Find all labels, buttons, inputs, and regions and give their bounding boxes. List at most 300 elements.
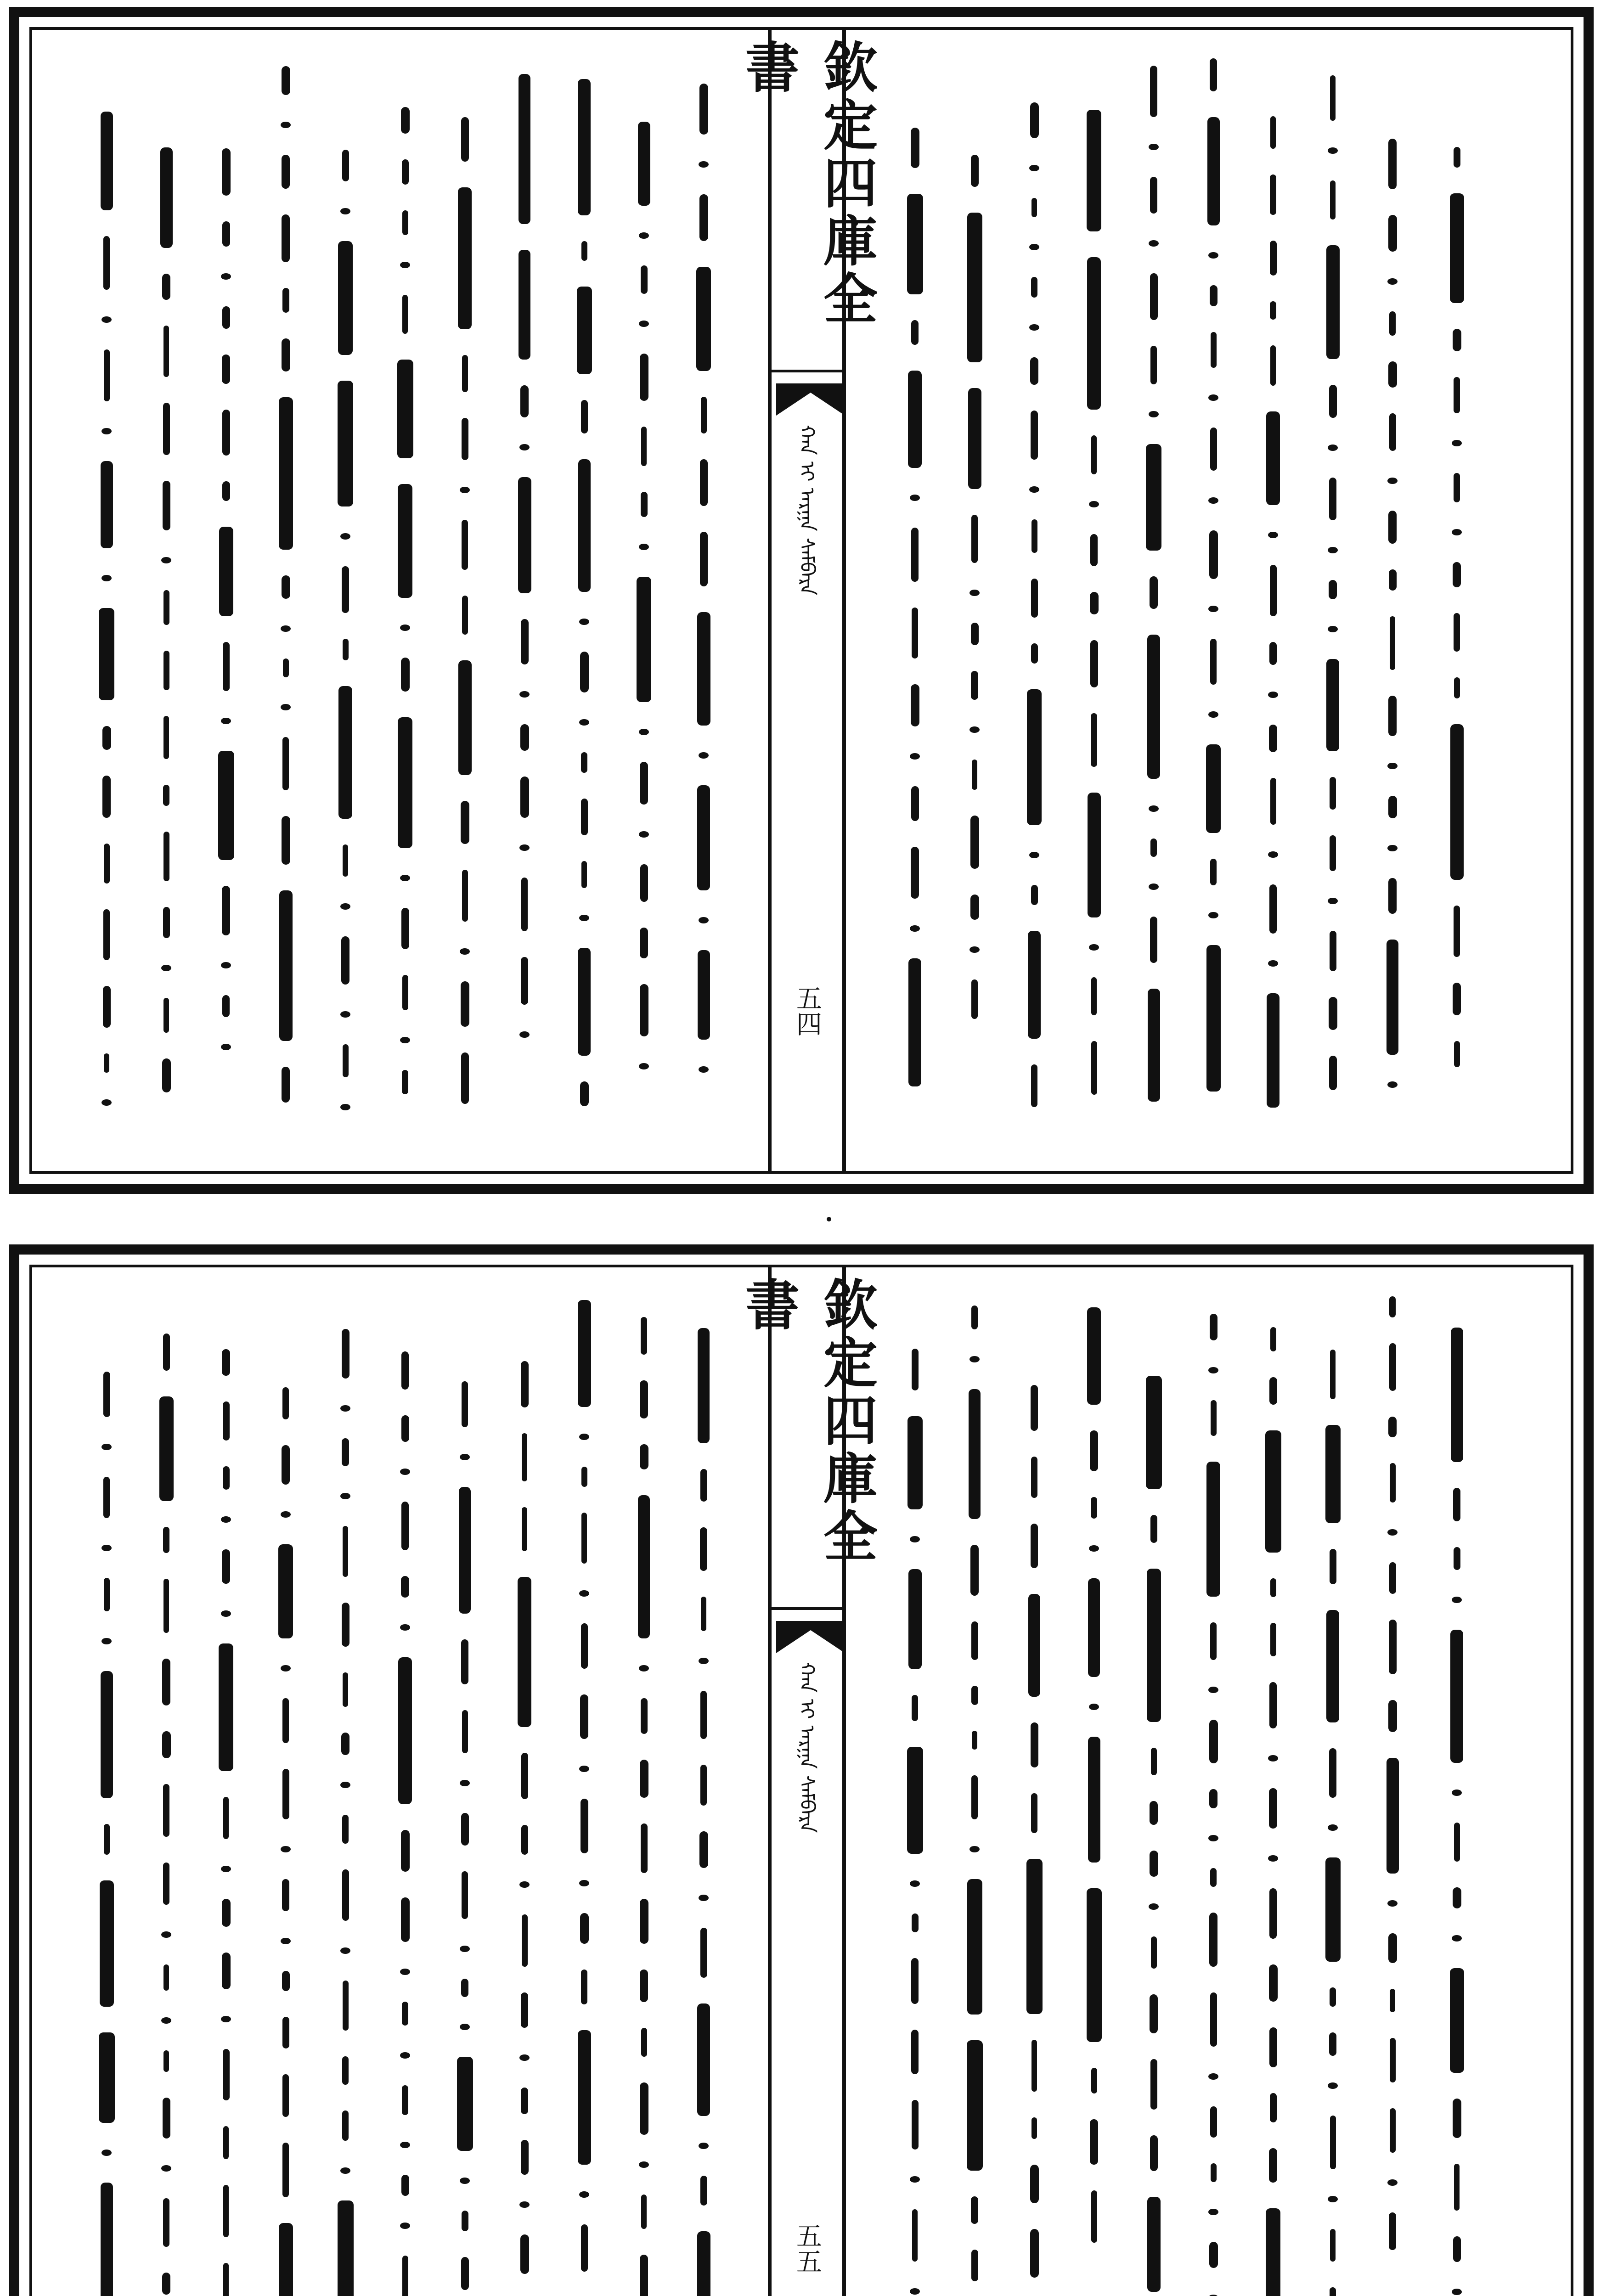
manchu-word-glyph <box>163 1863 169 1905</box>
manchu-word-glyph <box>641 2028 647 2057</box>
manchu-word-glyph <box>1091 1041 1097 1095</box>
punctuation-mark <box>400 262 410 268</box>
manchu-word-glyph <box>1269 884 1277 934</box>
manchu-text-column <box>1135 53 1172 1114</box>
manchu-word-glyph <box>521 1753 528 1799</box>
punctuation-mark <box>1452 529 1462 535</box>
manchu-word-glyph <box>1150 917 1157 963</box>
manchu-word-glyph <box>1454 473 1460 502</box>
punctuation-mark <box>1149 411 1159 417</box>
manchu-word-glyph <box>1270 565 1277 616</box>
manchu-text-column <box>1374 126 1411 1102</box>
manchu-word-glyph <box>1028 931 1041 1039</box>
manchu-text-column <box>1195 1301 1232 2296</box>
manchu-word-glyph <box>1269 1682 1277 1728</box>
manchu-text-column <box>1016 90 1053 1120</box>
punctuation-mark <box>699 161 709 168</box>
manchu-word-glyph <box>1028 1594 1040 1697</box>
manchu-word-glyph <box>1150 66 1157 117</box>
manchu-word-glyph <box>398 1657 412 1804</box>
manchu-word-glyph <box>1209 1720 1218 1763</box>
manchu-word-glyph <box>1330 75 1336 121</box>
punctuation-mark <box>400 1469 410 1475</box>
manchu-word-glyph <box>1031 1064 1037 1107</box>
punctuation-mark <box>281 625 291 632</box>
manchu-word-glyph <box>163 481 170 530</box>
manchu-word-glyph <box>282 816 290 865</box>
manchu-word-glyph <box>163 1527 169 1553</box>
manchu-word-glyph <box>102 776 111 818</box>
manchu-word-glyph <box>342 2056 349 2085</box>
punctuation-mark <box>699 917 709 923</box>
punctuation-mark <box>1208 1835 1218 1841</box>
punctuation-mark <box>579 2191 589 2198</box>
punctuation-mark <box>1328 626 1338 632</box>
manchu-word-glyph <box>1266 411 1280 505</box>
manchu-word-glyph <box>580 652 589 692</box>
center-margin-strip <box>736 1267 878 2296</box>
punctuation-mark <box>221 1044 231 1050</box>
manchu-word-glyph <box>521 1992 528 2028</box>
punctuation-mark <box>221 718 231 724</box>
manchu-text-column <box>88 1359 125 2296</box>
manchu-word-glyph <box>640 762 648 805</box>
manchu-word-glyph <box>698 1328 710 1443</box>
manchu-word-glyph <box>103 1477 110 1518</box>
center-margin-strip <box>736 30 878 1171</box>
manchu-word-glyph <box>521 1825 528 1855</box>
manchu-word-glyph <box>222 221 230 247</box>
manchu-word-glyph <box>1269 1964 1278 2002</box>
manchu-word-glyph <box>1091 2068 1097 2093</box>
manchu-word-glyph <box>1389 311 1396 336</box>
manchu-word-glyph <box>1389 1296 1396 1317</box>
manchu-word-glyph <box>520 777 529 818</box>
manchu-word-glyph <box>581 1513 587 1564</box>
manchu-word-glyph <box>971 671 978 700</box>
manchu-word-glyph <box>1209 1913 1217 1967</box>
manchu-word-glyph <box>462 520 468 570</box>
punctuation-mark <box>161 1931 171 1938</box>
manchu-word-glyph <box>971 623 979 645</box>
punctuation-mark <box>101 1545 112 1551</box>
ink-speck <box>827 1217 831 1221</box>
punctuation-mark <box>221 2016 231 2022</box>
manchu-word-glyph <box>1030 2229 1039 2278</box>
punctuation-mark <box>1268 851 1278 858</box>
manchu-word-glyph <box>1269 1788 1277 1829</box>
punctuation-mark <box>460 1946 470 1952</box>
manchu-word-glyph <box>1151 1936 1157 1969</box>
manchu-word-glyph <box>342 566 349 613</box>
punctuation-mark <box>579 719 589 726</box>
punctuation-mark <box>519 844 530 851</box>
manchu-word-glyph <box>1326 245 1340 359</box>
manchu-word-glyph <box>163 2198 169 2247</box>
manchu-word-glyph <box>163 651 169 690</box>
header-title: 欽定四庫全書 <box>736 39 878 328</box>
punctuation-mark <box>699 1895 709 1901</box>
manchu-word-glyph <box>402 975 408 1010</box>
manchu-word-glyph <box>1090 534 1098 566</box>
manchu-word-glyph <box>701 1597 706 1631</box>
manchu-word-glyph <box>402 2002 408 2026</box>
manchu-word-glyph <box>163 832 169 881</box>
manchu-word-glyph <box>104 349 110 401</box>
manchu-word-glyph <box>1330 2116 1336 2169</box>
manchu-word-glyph <box>222 886 230 935</box>
manchu-text-column <box>1314 62 1351 1103</box>
header-subtitle: ᠬᠠᠨ ᠢ ᠠᠷᠭᠠ ᠰᠠᠮᠪᠠᠷᠠ <box>795 425 819 596</box>
manchu-word-glyph <box>1270 241 1277 276</box>
manchu-word-glyph <box>1388 139 1397 189</box>
manchu-word-glyph <box>282 575 290 599</box>
manchu-word-glyph <box>1150 2135 1158 2171</box>
manchu-word-glyph <box>1090 1430 1098 1471</box>
manchu-text-column <box>1076 1294 1112 2256</box>
manchu-text-column <box>956 1293 993 2296</box>
manchu-word-glyph <box>1090 2119 1098 2165</box>
manchu-word-glyph <box>581 861 587 888</box>
manchu-word-glyph <box>1388 696 1397 736</box>
manchu-word-glyph <box>1210 428 1217 471</box>
manchu-word-glyph <box>967 213 982 362</box>
manchu-word-glyph <box>1454 1823 1460 1862</box>
manchu-word-glyph <box>338 241 353 355</box>
manchu-word-glyph <box>222 355 230 384</box>
punctuation-mark <box>1208 1367 1218 1373</box>
manchu-word-glyph <box>222 148 231 196</box>
manchu-word-glyph <box>1087 1888 1102 2042</box>
punctuation-mark <box>1089 944 1099 951</box>
fish-tail-mark-icon <box>776 1621 845 1653</box>
punctuation-mark <box>1452 1597 1462 1603</box>
punctuation-mark <box>1208 912 1218 918</box>
manchu-word-glyph <box>911 528 919 582</box>
manchu-word-glyph <box>401 2175 409 2196</box>
manchu-word-glyph <box>641 1698 648 1734</box>
manchu-word-glyph <box>908 1569 922 1669</box>
manchu-word-glyph <box>581 1970 587 2004</box>
manchu-word-glyph <box>1388 796 1397 818</box>
manchu-word-glyph <box>1090 640 1098 687</box>
manchu-text-column <box>1076 97 1112 1108</box>
manchu-word-glyph <box>163 998 169 1033</box>
punctuation-mark <box>460 2178 470 2184</box>
manchu-word-glyph <box>163 1334 170 1371</box>
manchu-word-glyph <box>1031 198 1037 217</box>
punctuation-mark <box>101 1638 112 1644</box>
manchu-word-glyph <box>967 2040 983 2171</box>
manchu-word-glyph <box>338 2200 354 2296</box>
manchu-word-glyph <box>1030 357 1038 385</box>
manchu-word-glyph <box>1454 147 1460 168</box>
punctuation-mark <box>281 1665 291 1671</box>
manchu-word-glyph <box>578 79 591 215</box>
manchu-word-glyph <box>342 1869 349 1921</box>
manchu-word-glyph <box>699 84 708 135</box>
manchu-word-glyph <box>700 2176 707 2206</box>
manchu-word-glyph <box>1209 1789 1217 1808</box>
manchu-word-glyph <box>1091 2190 1097 2243</box>
manchu-word-glyph <box>461 117 469 162</box>
manchu-word-glyph <box>1453 2236 1461 2262</box>
punctuation-mark <box>400 625 410 631</box>
manchu-word-glyph <box>518 1577 531 1727</box>
manchu-word-glyph <box>159 1396 174 1501</box>
manchu-word-glyph <box>912 1349 919 1390</box>
manchu-word-glyph <box>581 799 588 835</box>
manchu-word-glyph <box>1270 116 1276 149</box>
punctuation-mark <box>101 1099 112 1106</box>
punctuation-mark <box>699 2143 709 2149</box>
manchu-text-column <box>148 1321 185 2296</box>
manchu-word-glyph <box>969 1389 981 1519</box>
manchu-word-glyph <box>1087 110 1101 231</box>
manchu-word-glyph <box>971 515 978 563</box>
punctuation-mark <box>1149 1903 1159 1910</box>
manchu-word-glyph <box>699 1831 708 1868</box>
punctuation-mark <box>1387 278 1398 285</box>
manchu-word-glyph <box>222 410 230 456</box>
punctuation-mark <box>519 1031 530 1038</box>
manchu-word-glyph <box>641 492 648 517</box>
punctuation-mark <box>1208 2209 1218 2215</box>
manchu-word-glyph <box>971 1686 978 1705</box>
punctuation-mark <box>400 1969 410 1975</box>
manchu-word-glyph <box>1270 345 1276 386</box>
punctuation-mark <box>340 1493 350 1499</box>
manchu-word-glyph <box>103 986 111 1028</box>
manchu-word-glyph <box>699 194 708 241</box>
manchu-word-glyph <box>1450 724 1464 880</box>
manchu-word-glyph <box>1031 885 1038 905</box>
manchu-word-glyph <box>223 1466 230 1490</box>
manchu-word-glyph <box>163 1784 169 1837</box>
manchu-word-glyph <box>641 427 647 466</box>
manchu-word-glyph <box>701 397 707 433</box>
punctuation-mark <box>910 2288 920 2295</box>
manchu-word-glyph <box>163 326 169 377</box>
manchu-word-glyph <box>640 928 648 958</box>
punctuation-mark <box>579 619 589 625</box>
manchu-word-glyph <box>1451 1328 1463 1462</box>
manchu-word-glyph <box>578 2030 591 2165</box>
manchu-word-glyph <box>911 1958 919 2004</box>
punctuation-mark <box>1089 1545 1099 1552</box>
manchu-word-glyph <box>1388 361 1397 388</box>
manchu-word-glyph <box>1147 635 1160 779</box>
manchu-word-glyph <box>1026 1859 1043 2014</box>
punctuation-mark <box>460 487 470 493</box>
punctuation-mark <box>1208 711 1218 718</box>
manchu-word-glyph <box>637 577 651 702</box>
punctuation-mark <box>1029 165 1039 171</box>
manchu-word-glyph <box>1389 569 1397 591</box>
manchu-word-glyph <box>640 984 648 1036</box>
manchu-word-glyph <box>1453 983 1461 1015</box>
punctuation-mark <box>699 1066 709 1073</box>
manchu-word-glyph <box>912 2209 918 2262</box>
manchu-word-glyph <box>163 1579 169 1633</box>
punctuation-mark <box>1268 1755 1278 1761</box>
manchu-text-column <box>685 1315 722 2296</box>
manchu-word-glyph <box>522 1507 527 1551</box>
manchu-word-glyph <box>1329 1748 1336 1798</box>
punctuation-mark <box>340 1782 350 1788</box>
manchu-word-glyph <box>700 1691 707 1739</box>
manchu-word-glyph <box>458 660 472 775</box>
header-subtitle-box <box>772 1662 842 2213</box>
manchu-text-column <box>88 99 125 1120</box>
manchu-word-glyph <box>698 950 710 1040</box>
manchu-word-glyph <box>163 2098 170 2138</box>
manchu-word-glyph <box>1031 1722 1038 1767</box>
punctuation-mark <box>1208 2073 1218 2080</box>
manchu-word-glyph <box>1146 444 1161 551</box>
manchu-word-glyph <box>1326 1610 1339 1722</box>
manchu-word-glyph <box>578 1300 591 1407</box>
punctuation-mark <box>281 704 291 710</box>
manchu-word-glyph <box>1388 878 1397 914</box>
fish-tail-mark-icon <box>776 383 845 416</box>
punctuation-mark <box>460 1454 470 1460</box>
manchu-word-glyph <box>401 1897 410 1942</box>
punctuation-mark <box>1268 960 1278 967</box>
manchu-word-glyph <box>283 658 289 677</box>
punctuation-mark <box>1208 252 1218 259</box>
manchu-word-glyph <box>1390 1463 1396 1503</box>
manchu-text-column <box>267 1374 304 2296</box>
manchu-word-glyph <box>519 74 530 224</box>
punctuation-mark <box>969 1846 980 1852</box>
manchu-word-glyph <box>1031 411 1038 460</box>
manchu-word-glyph <box>282 66 290 95</box>
manchu-text-column <box>626 1304 662 2296</box>
manchu-word-glyph <box>462 1381 468 1427</box>
header-title-box <box>736 1277 878 1610</box>
manchu-word-glyph <box>1390 2108 1396 2153</box>
manchu-word-glyph <box>282 1387 289 1419</box>
manchu-text-column <box>208 1336 244 2296</box>
manchu-word-glyph <box>1210 1868 1217 1887</box>
punctuation-mark <box>910 925 920 932</box>
manchu-word-glyph <box>163 1964 169 1991</box>
manchu-word-glyph <box>1088 793 1101 917</box>
manchu-word-glyph <box>638 1495 650 1638</box>
manchu-word-glyph <box>1389 1620 1397 1674</box>
manchu-text-column <box>267 53 304 1115</box>
manchu-word-glyph <box>401 1576 409 1598</box>
punctuation-mark <box>101 316 112 323</box>
manchu-text-column <box>446 104 483 1117</box>
manchu-word-glyph <box>341 936 349 985</box>
manchu-word-glyph <box>1388 1700 1397 1732</box>
manchu-word-glyph <box>1325 1857 1341 1962</box>
manchu-word-glyph <box>223 2049 230 2100</box>
manchu-word-glyph <box>1087 1307 1101 1405</box>
manchu-word-glyph <box>1453 1887 1461 1908</box>
manchu-word-glyph <box>457 2057 473 2151</box>
manchu-word-glyph <box>398 717 412 848</box>
manchu-word-glyph <box>1090 592 1099 614</box>
manchu-word-glyph <box>1211 332 1217 368</box>
manchu-word-glyph <box>971 1306 978 1329</box>
manchu-word-glyph <box>1209 530 1218 579</box>
manchu-word-glyph <box>219 1643 233 1771</box>
manchu-word-glyph <box>342 2110 349 2141</box>
manchu-text-column <box>956 142 993 1032</box>
manchu-word-glyph <box>1388 1417 1397 1437</box>
punctuation-mark <box>1387 1900 1398 1907</box>
manchu-word-glyph <box>1453 329 1461 351</box>
manchu-word-glyph <box>968 388 981 489</box>
manchu-word-glyph <box>103 1372 110 1417</box>
manchu-word-glyph <box>104 844 110 884</box>
manchu-word-glyph <box>103 236 110 290</box>
manchu-word-glyph <box>521 957 528 1005</box>
manchu-text-column <box>506 1348 543 2296</box>
manchu-word-glyph <box>1389 1562 1396 1594</box>
manchu-word-glyph <box>401 1415 409 1442</box>
manchu-word-glyph <box>282 214 290 262</box>
manchu-word-glyph <box>1270 778 1276 825</box>
manchu-word-glyph <box>461 2257 469 2290</box>
manchu-word-glyph <box>1390 1989 1395 2012</box>
manchu-text-column <box>1255 103 1291 1120</box>
manchu-word-glyph <box>1091 435 1097 474</box>
punctuation-mark <box>969 590 980 596</box>
manchu-word-glyph <box>1329 1056 1337 1090</box>
manchu-word-glyph <box>1211 2163 1217 2182</box>
manchu-word-glyph <box>520 2234 529 2274</box>
punctuation-mark <box>1149 144 1159 150</box>
manchu-word-glyph <box>1330 835 1336 871</box>
manchu-word-glyph <box>342 150 349 181</box>
manchu-word-glyph <box>580 1081 589 1106</box>
manchu-word-glyph <box>1210 285 1217 306</box>
manchu-word-glyph <box>1454 1041 1460 1067</box>
punctuation-mark <box>460 948 470 955</box>
punctuation-mark <box>340 533 350 540</box>
manchu-word-glyph <box>461 1813 469 1846</box>
manchu-word-glyph <box>459 1487 471 1614</box>
manchu-word-glyph <box>282 2074 289 2117</box>
manchu-word-glyph <box>104 1053 109 1073</box>
punctuation-mark <box>910 1536 920 1542</box>
manchu-word-glyph <box>1388 1933 1397 1963</box>
manchu-word-glyph <box>101 461 113 548</box>
punctuation-mark <box>1208 394 1218 401</box>
manchu-word-glyph <box>1150 177 1157 214</box>
manchu-word-glyph <box>1206 1462 1220 1597</box>
manchu-word-glyph <box>222 306 230 329</box>
manchu-word-glyph <box>342 1603 349 1647</box>
manchu-word-glyph <box>278 1544 293 1638</box>
manchu-word-glyph <box>1150 346 1157 384</box>
page-panel-bottom <box>9 1244 1594 2296</box>
manchu-word-glyph <box>163 907 170 938</box>
manchu-word-glyph <box>1209 2242 1218 2268</box>
manchu-word-glyph <box>972 1731 977 1750</box>
manchu-word-glyph <box>640 864 648 902</box>
manchu-word-glyph <box>697 612 710 726</box>
punctuation-mark <box>579 1880 589 1886</box>
manchu-word-glyph <box>912 1913 919 1932</box>
manchu-word-glyph <box>398 484 412 598</box>
manchu-word-glyph <box>522 1433 527 1481</box>
punctuation-mark <box>1268 532 1278 538</box>
